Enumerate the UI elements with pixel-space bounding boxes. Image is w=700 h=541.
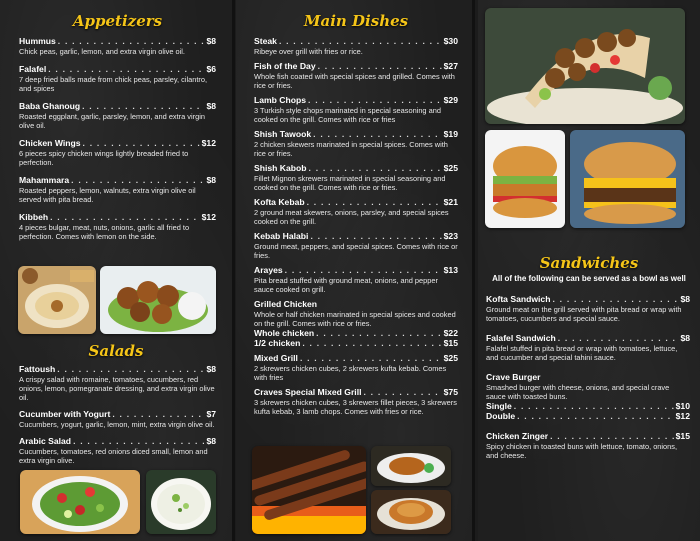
item-name: Falafel Sandwich [486,333,556,343]
item-price: $27 [443,61,458,71]
leader-dots [82,101,204,111]
falafel-wrap-photo [485,8,685,124]
item-line [486,294,690,304]
item-price: $15 [675,431,690,441]
item-name: Shish Kabob [254,163,307,173]
menu-item [19,364,216,402]
item-line [19,64,216,74]
item-name: Shish Tawook [254,129,312,139]
item-line [254,95,458,105]
item-description: Ground meat on the grill served with pita bread or wrap with tomatoes, cucumbers and special sauce. [486,305,682,323]
item-price: $19 [443,129,458,139]
item-line [19,212,216,222]
item-price: $25 [443,353,458,363]
item-option [486,411,690,421]
item-line [19,36,216,46]
yogurt-cucumber-photo [146,470,216,534]
item-option [254,338,458,348]
item-description: Roasted peppers, lemon, walnuts, extra virgin olive oil served with pita bread. [19,186,196,204]
item-option [486,401,690,411]
item-line [19,138,216,148]
chicken-burger-photo [485,130,565,228]
menu-item [254,353,458,382]
leader-dots [112,409,204,419]
menu-item [254,129,458,158]
item-description: 7 deep fried balls made from chick peas, parsley, cilantro, and spices [19,75,208,93]
item-description: Cucumbers, yogurt, garlic, lemon, mint, extra virgin olive oil. [19,420,215,429]
item-description: Spicy chicken in toasted buns with lettuce, tomato, onions, and cheese. [486,442,678,460]
item-line [254,299,458,309]
item-description: Smashed burger with cheese, onions, and special crave sauce with toasted buns. [486,383,670,401]
leader-dots [48,64,204,74]
item-price: $8 [206,364,216,374]
menu-item [486,333,690,362]
roast-chicken-photo [371,490,451,534]
item-price: $7 [206,409,216,419]
item-name: Hummus [19,36,56,46]
item-name: Craves Special Mixed Grill [254,387,362,397]
item-name: Mahammara [19,175,70,185]
leader-dots [71,175,204,185]
sandwiches-list [486,294,690,470]
item-description: Whole or half chicken marinated in special spices and cooked on the grill. Comes with rice or fries. [254,310,456,328]
item-name: Grilled Chicken [254,299,318,309]
main-dishes-heading: Main Dishes [303,12,409,30]
leader-dots [310,231,441,241]
item-name: Arabic Salad [19,436,72,446]
item-name: Whole chicken [254,328,315,338]
menu-item [254,197,458,226]
item-name: Fattoush [19,364,56,374]
item-name: Arayes [254,265,283,275]
menu-item [486,431,690,460]
item-line [486,333,690,343]
menu-item [254,387,458,416]
menu-item [254,95,458,124]
item-name: Kofta Sandwich [486,294,551,304]
menu-item [486,294,690,323]
item-price: $75 [443,387,458,397]
item-price: $22 [443,328,458,338]
leader-dots [558,333,679,343]
item-line [19,436,216,446]
item-price: $8 [206,175,216,185]
menu-item [19,212,216,241]
item-price: $30 [443,36,458,46]
sandwiches-heading: Sandwiches [539,254,639,272]
item-description: 4 pieces bulgar, meat, nuts, onions, garlic all fried to perfection. Comes with lemon on the side. [19,223,190,241]
item-price: $21 [443,197,458,207]
leader-dots [552,294,678,304]
item-price: $12 [201,212,216,222]
item-line [254,265,458,275]
salads-heading: Salads [88,342,144,360]
item-name: Lamb Chops [254,95,307,105]
menu-item [19,436,216,465]
leader-dots [58,36,205,46]
falafel-photo [100,266,216,334]
menu-item [19,409,216,429]
cheeseburger-photo [570,130,685,228]
leader-dots [514,401,674,411]
item-description: Whole fish coated with special spices and grilled. Comes with rice or fries. [254,72,455,90]
item-line [254,129,458,139]
item-price: $12 [675,411,690,421]
item-name: Kebab Halabi [254,231,309,241]
item-line [19,364,216,374]
item-name: Fish of the Day [254,61,316,71]
menu-item [254,61,458,90]
hummus-photo [18,266,96,334]
appetizers-list [19,36,216,241]
menu-item [19,101,216,130]
item-name: Single [486,401,512,411]
item-price: $8 [206,36,216,46]
item-name: Chicken Zinger [486,431,549,441]
item-description: 2 skrewers chicken cubes, 2 skrewers kufta kebab. Comes with fries [254,364,447,382]
leader-dots [363,387,441,397]
leader-dots [309,163,442,173]
item-line [254,387,458,397]
menu-item [254,265,458,294]
leader-dots [73,436,204,446]
item-price: $8 [206,101,216,111]
item-description: Ground meat, peppers, and special spices. Comes with rice or fries. [254,242,458,260]
item-description: A crispy salad with romaine, tomatoes, cucumbers, red onions, lemon, pomegranate dressing, and extra virgin olive oil. [19,375,215,402]
item-line [19,175,216,185]
leader-dots [302,338,441,348]
item-name: Chicken Wings [19,138,81,148]
fattoush-photo [20,470,140,534]
panel-divider-2 [472,0,475,541]
item-line [19,409,216,419]
item-line [254,231,458,241]
item-name: Kibbeh [19,212,49,222]
item-line [254,163,458,173]
leader-dots [517,411,674,421]
leader-dots [57,364,204,374]
item-description: 6 pieces spicy chicken wings lightly breaded fried to perfection. [19,149,189,167]
item-name: Crave Burger [486,372,541,382]
item-description: Falafel stuffed in pita bread or wrap with tomatoes, lettuce, and cucumber and special tahini sauce. [486,344,678,362]
item-description: Chick peas, garlic, lemon, and extra virgin olive oil. [19,47,185,56]
menu-item [19,175,216,204]
item-line [486,372,690,382]
leader-dots [550,431,674,441]
item-description: Ribeye over grill with fries or rice. [254,47,363,56]
salads-list [19,364,216,472]
item-price: $6 [206,64,216,74]
item-line [254,353,458,363]
menu-item [254,36,458,56]
item-price: $12 [201,138,216,148]
appetizers-heading: Appetizers [72,12,163,30]
item-price: $10 [675,401,690,411]
item-option [254,328,458,338]
item-line [19,101,216,111]
item-description: Cucumbers, tomatoes, red onions diced small, lemon and extra virgin olive. [19,447,208,465]
item-name: Kofta Kebab [254,197,305,207]
item-description: 2 ground meat skewers, onions, parsley, and special spices cooked on the grill. [254,208,449,226]
menu-item [254,163,458,192]
leader-dots [50,212,200,222]
menu-item [486,372,690,421]
leader-dots [285,265,442,275]
sandwiches-subtitle: All of the following can be served as a bowl as well [492,274,686,283]
item-price: $8 [680,294,690,304]
menu-item [254,299,458,348]
menu-item [19,138,216,167]
menu-item [19,64,216,93]
item-name: Baba Ghanoug [19,101,81,111]
item-price: $13 [443,265,458,275]
item-line [254,36,458,46]
item-price: $23 [443,231,458,241]
item-name: Falafel [19,64,47,74]
menu-item [254,231,458,260]
item-name: 1/2 chicken [254,338,301,348]
item-description: 3 Turkish style chops marinated in special seasoning and cooked on the grill. Comes with rice or fries [254,106,441,124]
chicken-plate-photo [371,446,451,486]
item-name: Double [486,411,516,421]
leader-dots [279,36,442,46]
menu-item [19,36,216,56]
item-name: Steak [254,36,277,46]
item-price: $25 [443,163,458,173]
item-price: $8 [680,333,690,343]
item-description: Fillet Mignon skrewers marinated in special seasoning and cooked on the grill. Comes with rice or fries. [254,174,446,192]
leader-dots [308,95,442,105]
item-description: 3 skrewers chicken cubes, 3 skrewers fillet pieces, 3 skrewers kufta kebab, 3 lamb chops. Comes with fries or rice. [254,398,457,416]
item-line [254,61,458,71]
leader-dots [300,353,442,363]
main-dishes-list [254,36,458,416]
leader-dots [307,197,442,207]
panel-divider-1 [232,0,235,541]
leader-dots [83,138,200,148]
item-name: Mixed Grill [254,353,298,363]
item-name: Cucumber with Yogurt [19,409,111,419]
leader-dots [316,328,441,338]
item-price: $29 [443,95,458,105]
kebab-grill-photo [252,446,366,534]
item-description: Pita bread stuffed with ground meat, onions, and pepper sauce cooked on grill. [254,276,438,294]
item-price: $15 [443,338,458,348]
item-price: $8 [206,436,216,446]
item-line [254,197,458,207]
item-description: Roasted eggplant, garlic, parsley, lemon, and extra virgin olive oil. [19,112,205,130]
leader-dots [313,129,442,139]
item-description: 2 chicken skewers marinated in special spices. Comes with rice or fries. [254,140,448,158]
item-line [486,431,690,441]
leader-dots [318,61,442,71]
